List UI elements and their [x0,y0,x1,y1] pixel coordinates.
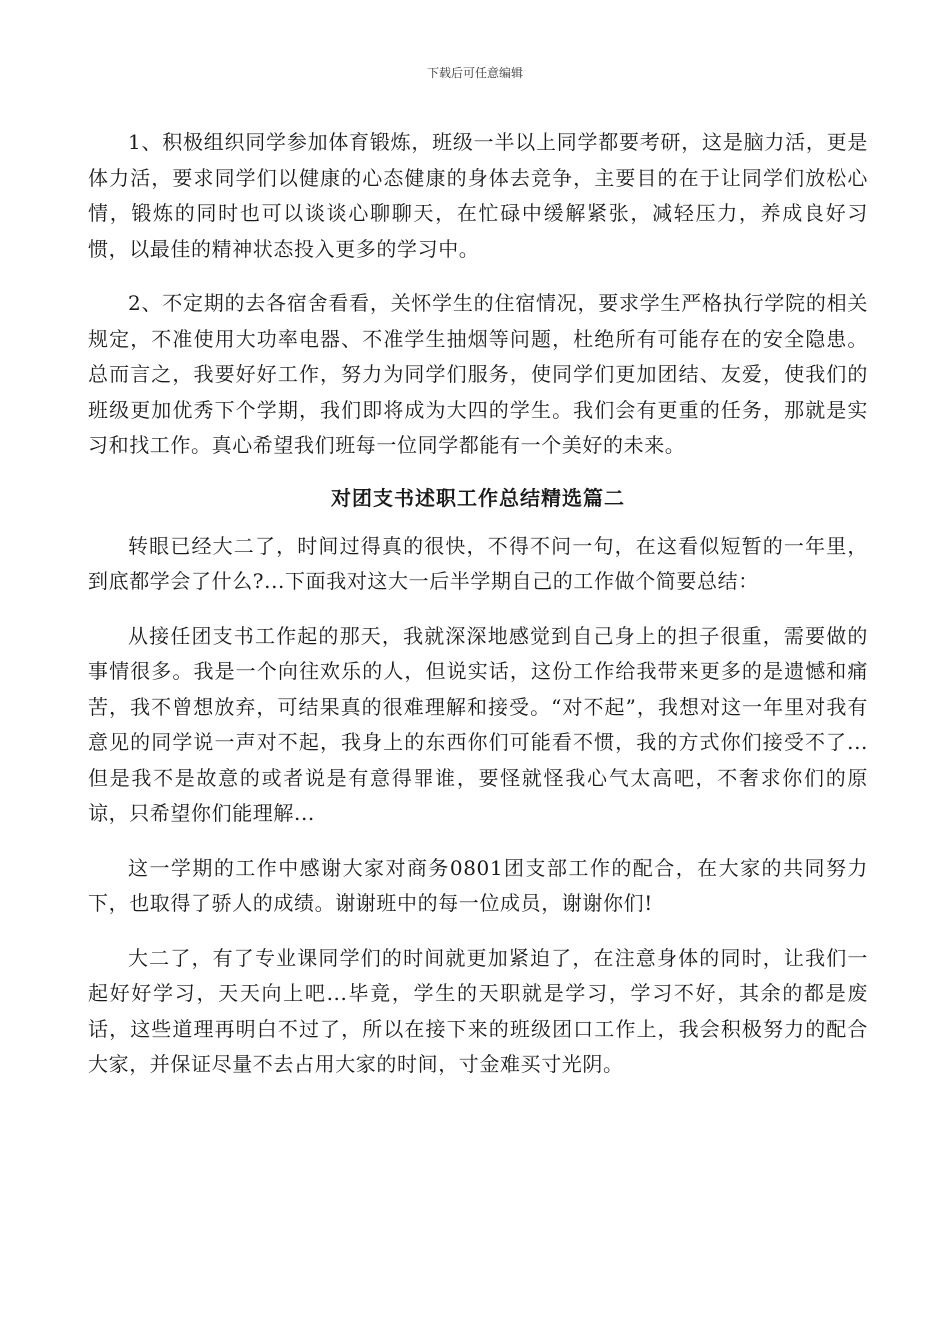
paragraph-4: 从接任团支书工作起的那天，我就深深地感觉到自己身上的担子很重，需要做的事情很多。我是一个向往欢乐的人，但说实话，这份工作给我带来更多的是遗憾和痛苦，我不曾想放弃，可结果真的很难理解和接受。“对不起”，我想对这一年里对我有意见的同学说一声对不起，我身上的东西你们可能看不惯，我的方式你们接受不了...但是我不是故意的或者说是有意得罪谁，要怪就怪我心气太高吧，不奢求你们的原谅，只希望你们能理解... [88,623,868,825]
document-body [88,125,868,1102]
paragraph-5: 这一学期的工作中感谢大家对商务0801团支部工作的配合，在大家的共同努力下，也取得了骄人的成绩。谢谢班中的每一位成员，谢谢你们! [88,855,868,915]
paragraph-1: 1、积极组织同学参加体育锻炼，班级一半以上同学都要考研，这是脑力活，更是体力活，要求同学们以健康的心态健康的身体去竞争，主要目的在于让同学们放松心情，锻炼的同时也可以谈谈心聊聊天，在忙碌中缓解紧张，减轻压力，养成良好习惯，以最佳的精神状态投入更多的学习中。 [88,130,868,261]
paragraph-2: 2、不定期的去各宿舍看看，关怀学生的住宿情况，要求学生严格执行学院的相关规定，不准使用大功率电器、不准学生抽烟等问题，杜绝所有可能存在的安全隐患。总而言之，我要好好工作，努力为同学们服务，使同学们更加团结、友爱，使我们的班级更加优秀下个学期，我们即将成为大四的学生。我们会有更重的任务，那就是实习和找工作。真心希望我们班每一位同学都能有一个美好的未来。 [88,291,868,457]
section-heading: 对团支书述职工作总结精选篇二 [331,485,625,510]
paragraph-3: 转眼已经大二了，时间过得真的很快，不得不问一句，在这看似短暂的一年里，到底都学会了什么?...下面我对这大一后半学期自己的工作做个简要总结： [88,533,868,593]
paragraph-6: 大二了，有了专业课同学们的时间就更加紧迫了，在注意身体的同时，让我们一起好好学习，天天向上吧...毕竟，学生的天职就是学习，学习不好，其余的都是废话，这些道理再明白不过了，所以在接下来的班级团口工作上，我会积极努力的配合大家，并保证尽量不去占用大家的时间，寸金难买寸光阴。 [88,945,868,1076]
header-note: 下载后可任意编辑 [426,66,523,80]
